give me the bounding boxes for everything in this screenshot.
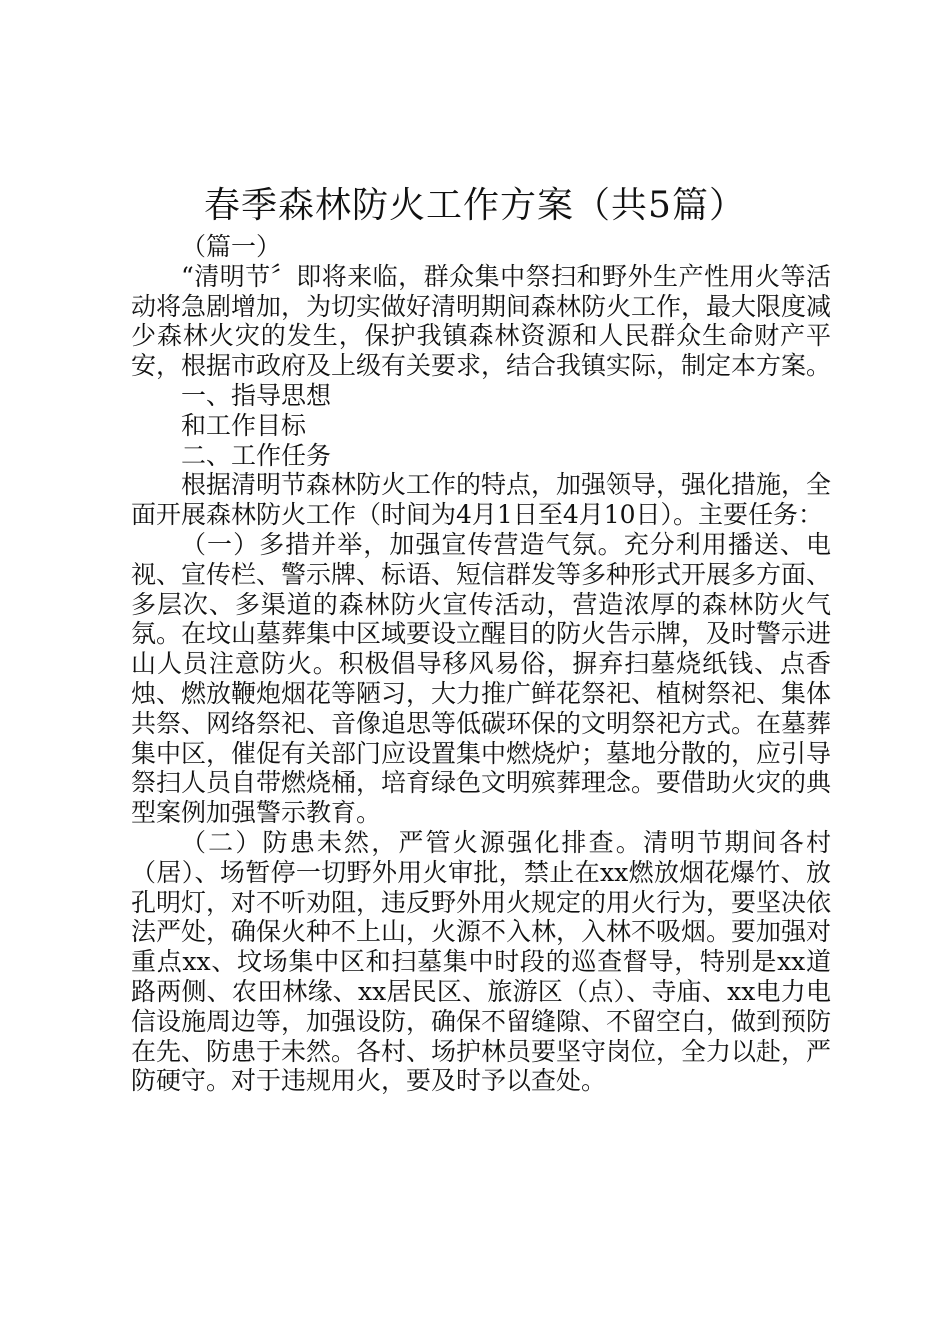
task-one-paragraph: （一）多措并举，加强宣传营造气氛。充分利用播送、电视、宣传栏、警示牌、标语、短信群发等多种形式开展多方面、多层次、多渠道的森林防火宣传活动，营造浓厚的森林防火气氛。在坟山墓葬集中区域要设立醒目的防火告示牌，及时警示进山人员注意防火。积极倡导移风易俗，摒弃扫墓烧纸钱、点香烛、燃放鞭炮烟花等陋习，大力推广鲜花祭祀、植树祭祀、集体共祭、网络祭祀、音像追思等低碳环保的文明祭祀方式。在墓葬集中区，催促有关部门应设置集中燃烧炉；墓地分散的，应引导祭扫人员自带燃烧桶，培育绿色文明殡葬理念。要借助火灾的典型案例加强警示教育。 <box>131 529 832 828</box>
heading-work-goals: 和工作目标 <box>181 410 307 440</box>
document-body <box>131 232 831 1096</box>
heading-work-tasks: 二、工作任务 <box>181 440 332 470</box>
heading-guiding-thought: 一、指导思想 <box>181 380 332 410</box>
document-title: 春季森林防火工作方案（共5篇） <box>204 185 746 226</box>
intro-paragraph: “清明节〞即将来临，群众集中祭扫和野外生产性用火等活动将急剧增加，为切实做好清明期间森林防火工作，最大限度减少森林火灾的发生，保护我镇森林资源和人民群众生命财产平安，根据市政府及上级有关要求，结合我镇实际，制定本方案。 <box>131 261 832 381</box>
section-label: （篇一） <box>181 232 282 261</box>
tasks-intro-paragraph: 根据清明节森林防火工作的特点，加强领导，强化措施，全面开展森林防火工作（时间为4月1日至4月10日）。主要任务： <box>131 470 832 530</box>
task-two-paragraph: （二）防患未然，严管火源强化排查。清明节期间各村（居）、场暂停一切野外用火审批，禁止在xx燃放烟花爆竹、放孔明灯，对不听劝阻，违反野外用火规定的用火行为，要坚决依法严处，确保火种不上山，火源不入林，入林不吸烟。要加强对重点xx、坟场集中区和扫墓集中时段的巡查督导，特别是xx道路两侧、农田林缘、xx居民区、旅游区（点）、寺庙、xx电力电信设施周边等，加强设防，确保不留缝隙、不留空白，做到预防在先、防患于未然。各村、场护林员要坚守岗位，全力以赴，严防硬守。对于违规用火，要及时予以查处。 <box>131 827 832 1096</box>
